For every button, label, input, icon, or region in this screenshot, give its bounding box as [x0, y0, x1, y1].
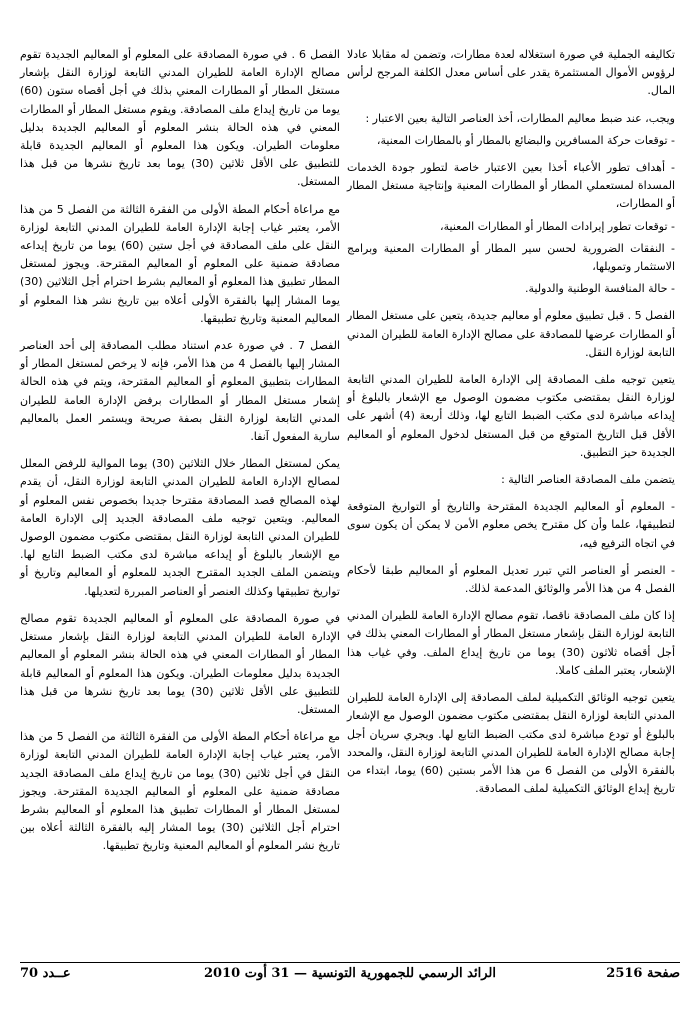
paragraph: تكاليفه الجملية في صورة استغلاله لعدة مطارات، وتضمن له مقابلا عادلا لرؤوس الأموال المستثمرة يقدر على أساس معدل الكلفة المرجح لرأس المال. — [347, 48, 675, 98]
page-number: صفحة 2516 — [606, 966, 680, 981]
page-footer — [20, 966, 680, 990]
issue-number: عــدد 70 — [20, 966, 71, 981]
paragraph: الفصل 5 . قبل تطبيق معلوم أو معاليم جديدة، يتعين على مستغل المطار أو المطارات عرضها للمصادقة على مصالح الإدارة العامة للطيران المدني التابعة لوزارة النقل. — [347, 309, 675, 359]
paragraph: الفصل 6 . في صورة المصادقة على المعلوم أو المعاليم الجديدة تقوم مصالح الإدارة العامة للطيران المدني التابعة لوزارة النقل بإشعار مستغل المطار أو المطارات المعني بذلك في أجل أقصاه ستون (60) يوما من تاريخ إيداع ملف المصادقة. ويقوم مستغل المطار أو المطارات المعني في هذه الحالة بنشر المعلوم أو المعاليم الجديدة بدليل معلومات الطيران. ويكون هذا المعلوم أو المعاليم الجديدة قابلة للتطبيق على الأقل ثلاثين (30) يوما بعد تاريخ نشرها من قبل هذا المستغل. — [20, 48, 340, 189]
list-item: - المعلوم أو المعاليم الجديدة المقترحة والتاريخ أو التواريخ المتوقعة لتطبيقها، علما وأن كل مقترح يخص معلوم الأمن لا يمكن أن يكون سوى في اتجاه الترفيع فيه، — [347, 500, 675, 550]
paragraph: يتعين توجيه الوثائق التكميلية لملف المصادقة إلى الإدارة العامة للطيران المدني التابعة لوزارة النقل بمقتضى مكتوب مضمون الوصول مع الإشعار بالبلوغ أو تودع مباشرة لدى مكتب الضبط التابع لها. ويجري سريان أجل إجابة مصالح الإدارة العامة للطيران المدني التابعة لوزارة النقل، والمحدد بالفقرة الأولى من الفصل 6 من هذا الأمر بستين (60) يوما، ابتداء من تاريخ إيداع الوثائق التكميلية لملف المصادقة. — [347, 691, 675, 796]
paragraph: مع مراعاة أحكام المطة الأولى من الفقرة الثالثة من الفصل 5 من هذا الأمر، يعتبر غياب إجابة الإدارة العامة للطيران المدني التابعة لوزارة النقل على ملف المصادقة في أجل ستين (60) يوما من تاريخ إيداعه مصادقة ضمنية على المعلوم أو المعاليم المقترحة. ويجوز لمستغل المطار تطبيق هذا المعلوم أو المعاليم بشرط احترام أجل الثلاثين (30) يوما المشار إليها بالفقرة الأولى أعلاه بين تاريخ نشر هذا المعلوم أو المعاليم المعنية وتاريخ تطبيقها. — [20, 202, 341, 325]
right-column — [347, 46, 675, 807]
list-item: - توقعات حركة المسافرين والبضائع بالمطار أو بالمطارات المعنية، — [376, 133, 675, 147]
paragraph: يمكن لمستغل المطار خلال الثلاثين (30) يوما الموالية للرفض المعلل لمصالح الإدارة العامة للطيران المدني التابعة لوزارة النقل، أن يقدم لهذه المصالح قصد المصادقة مقترحا جديدا بخصوص نفس المعلوم أو المعاليم. ويتعين توجيه ملف المصادقة الجديد إلى الإدارة العامة للطيران المدني التابعة لوزارة النقل بمقتضى مكتوب مضمون الوصول مع الإشعار بالبلوغ أو إيداعه مباشرة لدى مكتب الضبط التابع لها. ويتضمن الملف الجديد المقترح الجديد للمعلوم أو المعاليم وتاريخ أو تواريخ تطبيقها وكذلك العنصر أو العناصر المبررة لتعديلها. — [20, 457, 340, 598]
footer-divider — [20, 962, 680, 963]
list-item: - النفقات الضرورية لحسن سير المطار أو المطارات المعنية وبرامج الاستثمار وتمويلها، — [347, 241, 675, 274]
paragraph: يتعين توجيه ملف المصادقة إلى الإدارة العامة للطيران المدني التابعة لوزارة النقل بمقتضى مكتوب مضمون الوصول مع الإشعار بالبلوغ أو إيداعه مباشرة لدى مكتب الضبط التابع لها، وذلك أربعة (4) أشهر على الأقل قبل التاريخ المتوقع من قبل المستغل لدخول المعلوم أو المعاليم الجديدة حيز التطبيق. — [347, 373, 675, 459]
paragraph: إذا كان ملف المصادقة ناقصا، تقوم مصالح الإدارة العامة للطيران المدني التابعة لوزارة النقل بإشعار مستغل المطار أو المطارات المعني بذلك في أجل أقصاه ثلاثون (30) يوما من تاريخ إيداع الملف. وفي غياب هذا الإشعار، يعتبر الملف كاملا. — [347, 609, 675, 677]
list-item: - أهداف تطور الأعباء أخذا بعين الاعتبار خاصة لتطور جودة الخدمات المسداة لمستعملي المطار أو المطارات المعنية وإنتاجية مستغل المطار أو المطارات، — [347, 161, 675, 211]
paragraph: الفصل 7 . في صورة عدم استناد مطلب المصادقة إلى أحد العناصر المشار إليها بالفصل 4 من هذا الأمر، فإنه لا يرخص لمستغل المطار أو المطارات بتطبيق المعلوم أو المعاليم المقترحة، ويتم في هذه الحالة إشعار مستغل المطار أو المطارات برفض الإدارة العامة للطيران المدني التابعة لوزارة النقل بصفة صريحة ويستمر العمل بالمعاليم سارية المفعول آنفا. — [20, 339, 341, 444]
paragraph: في صورة المصادقة على المعلوم أو المعاليم الجديدة تقوم مصالح الإدارة العامة للطيران المدني التابعة لوزارة النقل بإشعار مستغل المطار أو المطارات المعني في هذه الحالة بنشر المعلوم أو المعاليم الجديدة بدليل معلومات الطيران. ويكون هذا المعلوم أو المعاليم قابلة للتطبيق على الأقل ثلاثين (30) يوما بعد تاريخ نشرها من قبل هذا المستغل. — [20, 611, 340, 716]
paragraph: مع مراعاة أحكام المطة الأولى من الفقرة الثالثة من الفصل 5 من هذا الأمر، يعتبر غياب إجابة الإدارة العامة للطيران المدني التابعة لوزارة النقل في أجل ثلاثين (30) يوما من تاريخ إيداع ملف المصادقة الجديد مصادقة ضمنية على المعلوم أو المعاليم الجديدة المقترحة. ويجوز لمستغل المطار أو المطارات تطبيق هذا المعلوم أو المعاليم بشرط احترام أجل الثلاثين (30) يوما المشار إليه بالفقرة الثالثة أعلاه بين تاريخ نشر المعلوم أو المعاليم المعنية وتاريخ تطبيقها. — [20, 730, 341, 853]
gazette-title: الرائد الرسمي للجمهورية التونسية — 31 أوت 2010 — [204, 966, 496, 981]
left-column — [20, 46, 340, 865]
list-item: - حالة المنافسة الوطنية والدولية. — [524, 282, 675, 296]
paragraph: ويجب، عند ضبط معاليم المطارات، أخذ العناصر التالية بعين الاعتبار : — [365, 111, 675, 125]
list-item: - توقعات تطور إيرادات المطار أو المطارات المعنية، — [440, 219, 675, 233]
list-item: - العنصر أو العناصر التي تبرر تعديل المعلوم أو المعاليم طبقا لأحكام الفصل 4 من هذا الأمر والوثائق المدعمة لذلك. — [347, 563, 675, 596]
paragraph: يتضمن ملف المصادقة العناصر التالية : — [501, 473, 675, 487]
